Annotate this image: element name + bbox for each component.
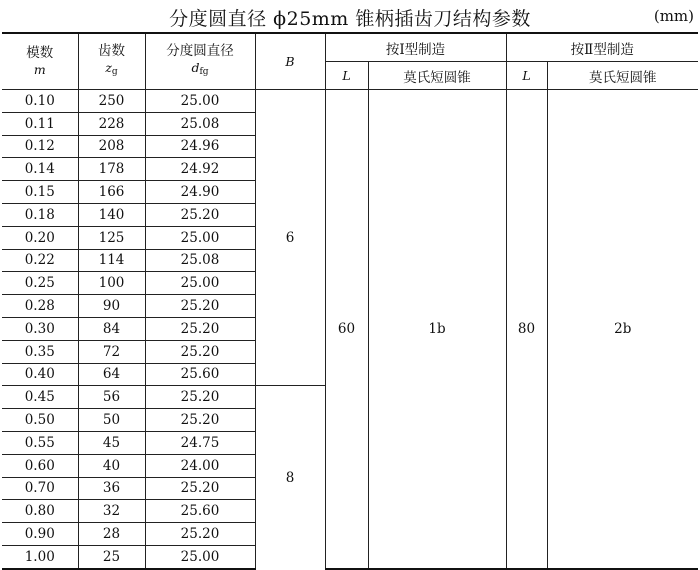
cell-module: 0.30	[2, 317, 78, 340]
cell-type2-morse: 2b	[547, 90, 698, 569]
cell-teeth: 40	[78, 454, 145, 477]
cell-type1-l: 60	[325, 90, 368, 569]
cell-teeth: 208	[78, 135, 145, 158]
table-body	[2, 90, 698, 569]
cell-diameter: 24.92	[145, 158, 255, 181]
cell-b-group: 6	[255, 90, 325, 386]
header-b: B	[255, 33, 325, 90]
cell-teeth: 125	[78, 226, 145, 249]
cell-module: 0.25	[2, 272, 78, 295]
cell-teeth: 32	[78, 500, 145, 523]
cell-teeth: 140	[78, 203, 145, 226]
cell-diameter: 25.20	[145, 203, 255, 226]
cell-module: 0.15	[2, 181, 78, 204]
cell-diameter: 25.60	[145, 500, 255, 523]
cell-module: 0.22	[2, 249, 78, 272]
cell-type1-morse: 1b	[368, 90, 506, 569]
cell-module: 0.90	[2, 523, 78, 546]
cell-module: 0.11	[2, 112, 78, 135]
cell-diameter: 25.20	[145, 386, 255, 409]
unit-label: (mm)	[653, 7, 694, 25]
table-row	[2, 90, 698, 113]
header-diameter: 分度圆直径 dfg	[145, 33, 255, 90]
header-type1-l: L	[325, 62, 368, 90]
header-module: 模数 m	[2, 33, 78, 90]
cell-teeth: 28	[78, 523, 145, 546]
cell-teeth: 72	[78, 340, 145, 363]
cell-teeth: 84	[78, 317, 145, 340]
cell-diameter: 25.00	[145, 272, 255, 295]
header-type2: 按Ⅱ型制造	[506, 33, 698, 62]
cell-module: 0.55	[2, 431, 78, 454]
cell-diameter: 25.00	[145, 545, 255, 568]
cell-diameter: 24.75	[145, 431, 255, 454]
cell-teeth: 166	[78, 181, 145, 204]
cell-diameter: 25.08	[145, 112, 255, 135]
table-title: 分度圆直径 ϕ25mm 锥柄插齿刀结构参数	[169, 8, 531, 30]
cell-module: 0.60	[2, 454, 78, 477]
cell-module: 0.80	[2, 500, 78, 523]
header-type2-l: L	[506, 62, 547, 90]
cell-type2-l: 80	[506, 90, 547, 569]
cell-teeth: 64	[78, 363, 145, 386]
cell-teeth: 25	[78, 545, 145, 568]
cell-diameter: 25.20	[145, 477, 255, 500]
parameter-table	[2, 32, 698, 570]
cell-module: 0.18	[2, 203, 78, 226]
cell-module: 0.45	[2, 386, 78, 409]
cell-diameter: 25.20	[145, 523, 255, 546]
cell-diameter: 25.60	[145, 363, 255, 386]
cell-b-group: 8	[255, 386, 325, 569]
cell-diameter: 25.20	[145, 317, 255, 340]
cell-teeth: 100	[78, 272, 145, 295]
cell-module: 0.12	[2, 135, 78, 158]
cell-module: 1.00	[2, 545, 78, 568]
cell-teeth: 178	[78, 158, 145, 181]
cell-teeth: 228	[78, 112, 145, 135]
title-row	[0, 0, 700, 32]
cell-diameter: 24.90	[145, 181, 255, 204]
cell-diameter: 25.00	[145, 90, 255, 113]
cell-module: 0.40	[2, 363, 78, 386]
cell-teeth: 56	[78, 386, 145, 409]
header-teeth: 齿数 zg	[78, 33, 145, 90]
cell-module: 0.50	[2, 409, 78, 432]
cell-module: 0.20	[2, 226, 78, 249]
cell-diameter: 25.20	[145, 340, 255, 363]
cell-teeth: 90	[78, 295, 145, 318]
cell-teeth: 36	[78, 477, 145, 500]
cell-module: 0.10	[2, 90, 78, 113]
cell-module: 0.70	[2, 477, 78, 500]
cell-diameter: 25.08	[145, 249, 255, 272]
header-type1-morse: 莫氏短圆锥	[368, 62, 506, 90]
cell-diameter: 24.96	[145, 135, 255, 158]
header-type1: 按Ⅰ型制造	[325, 33, 506, 62]
cell-diameter: 24.00	[145, 454, 255, 477]
header-type2-morse: 莫氏短圆锥	[547, 62, 698, 90]
cell-module: 0.14	[2, 158, 78, 181]
cell-diameter: 25.00	[145, 226, 255, 249]
cell-teeth: 45	[78, 431, 145, 454]
cell-teeth: 50	[78, 409, 145, 432]
cell-diameter: 25.20	[145, 409, 255, 432]
cell-module: 0.35	[2, 340, 78, 363]
cell-teeth: 250	[78, 90, 145, 113]
cell-teeth: 114	[78, 249, 145, 272]
cell-diameter: 25.20	[145, 295, 255, 318]
cell-module: 0.28	[2, 295, 78, 318]
